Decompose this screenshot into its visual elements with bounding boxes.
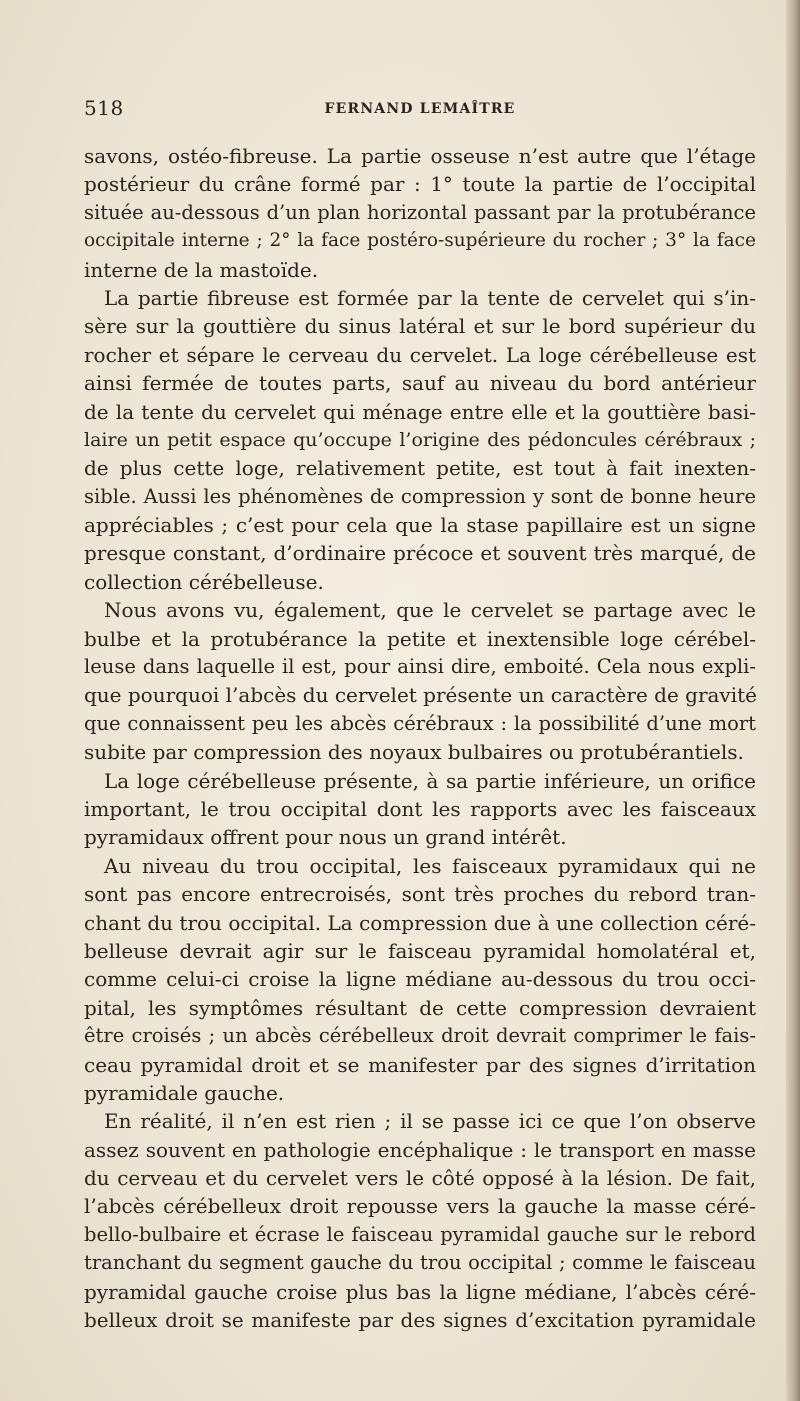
text-line: être croisés ; un abcès cérébelleux droit devrait comprimer le fais- xyxy=(84,1024,756,1048)
text-line: ainsi fermée de toutes parts, sauf au niveau du bord antérieur xyxy=(84,371,756,396)
text-line: collection cérébelleuse. xyxy=(84,569,324,594)
text-line: de la tente du cervelet qui ménage entre elle et la gouttière basi- xyxy=(84,399,756,424)
text-line: important, le trou occipital dont les rapports avec les faisceaux xyxy=(84,796,756,821)
text-line: belleux droit se manifeste par des signes d’excitation pyramidale xyxy=(84,1308,756,1333)
text-line: sible. Aussi les phénomènes de compression y sont de bonne heure xyxy=(84,484,756,508)
text-line: appréciables ; c’est pour cela que la stase papillaire est un signe xyxy=(84,513,756,538)
text-line: ceau pyramidal droit et se manifester par des signes d’irritation xyxy=(84,1052,756,1077)
text-line: postérieur du crâne formé par : 1° toute la partie de l’occipital xyxy=(84,172,756,197)
text-line: que connaissent peu les abcès cérébraux : la possibilité d’une mort xyxy=(84,711,756,735)
text-line: de plus cette loge, relativement petite, est tout à fait inexten- xyxy=(84,456,756,481)
text-line: sont pas encore entrecroisés, sont très proches du rebord tran- xyxy=(84,882,756,907)
text-line: pyramidaux offrent pour nous un grand intérêt. xyxy=(84,825,567,850)
text-line: rocher et sépare le cerveau du cervelet. La loge cérébelleuse est xyxy=(84,342,756,367)
text-line: La loge cérébelleuse présente, à sa partie inférieure, un orifice xyxy=(104,768,756,793)
text-line: interne de la mastoïde. xyxy=(84,257,319,282)
text-line: pyramidale gauche. xyxy=(84,1080,285,1105)
text-line: subite par compression des noyaux bulbaires ou protubérantiels. xyxy=(84,740,744,765)
text-line: pital, les symptômes résultant de cette compression devraient xyxy=(84,995,756,1020)
page-number: 518 xyxy=(84,96,124,120)
text-line: sère sur la gouttière du sinus latéral et sur le bord supérieur du xyxy=(84,314,756,339)
text-line: bulbe et la protubérance la petite et inextensible loge cérébel- xyxy=(84,626,756,651)
text-line: du cerveau et du cervelet vers le côté opposé à la lésion. De fait, xyxy=(84,1166,756,1191)
text-line: bello-bulbaire et écrase le faisceau pyramidal gauche sur le rebord xyxy=(84,1222,756,1246)
text-line: chant du trou occipital. La compression due à une collection céré- xyxy=(84,910,756,935)
text-line: laire un petit espace qu’occupe l’origine des pédoncules cérébraux ; xyxy=(84,428,756,451)
text-line: Au niveau du trou occipital, les faisceaux pyramidaux qui ne xyxy=(104,853,756,878)
text-line: En réalité, il n’en est rien ; il se passe ici ce que l’on observe xyxy=(104,1109,756,1134)
text-line: leuse dans laquelle il est, pour ainsi dire, emboité. Cela nous expli- xyxy=(84,655,756,679)
text-line: située au-dessous d’un plan horizontal passant par la protubérance xyxy=(84,200,756,224)
text-line: occipitale interne ; 2° la face postéro-supérieure du rocher ; 3° la face xyxy=(84,230,756,252)
text-line: comme celui-ci croise la ligne médiane au-dessous du trou occi- xyxy=(84,967,756,992)
page-edge xyxy=(786,0,800,1401)
text-line: presque constant, d’ordinaire précoce et souvent très marqué, de xyxy=(84,541,756,566)
text-line: La partie fibreuse est formée par la tente de cervelet qui s’in- xyxy=(104,285,756,310)
text-line: l’abcès cérébelleux droit repousse vers la gauche la masse céré- xyxy=(84,1194,756,1219)
page-header xyxy=(84,96,756,126)
text-line: savons, ostéo-fibreuse. La partie osseuse n’est autre que l’étage xyxy=(84,144,756,168)
text-line: que pourquoi l’abcès du cervelet présente un caractère de gravité xyxy=(84,683,757,708)
body-text xyxy=(84,142,756,1334)
text-line: belleuse devrait agir sur le faisceau pyramidal homolatéral et, xyxy=(84,938,756,963)
text-line: Nous avons vu, également, que le cervelet se partage avec le xyxy=(104,598,756,623)
text-line: pyramidal gauche croise plus bas la ligne médiane, l’abcès céré- xyxy=(84,1279,756,1304)
text-line: assez souvent en pathologie encéphalique : le transport en masse xyxy=(84,1137,756,1162)
text-line: tranchant du segment gauche du trou occipital ; comme le faisceau xyxy=(84,1251,756,1275)
running-head: FERNAND LEMAÎTRE xyxy=(324,101,516,117)
